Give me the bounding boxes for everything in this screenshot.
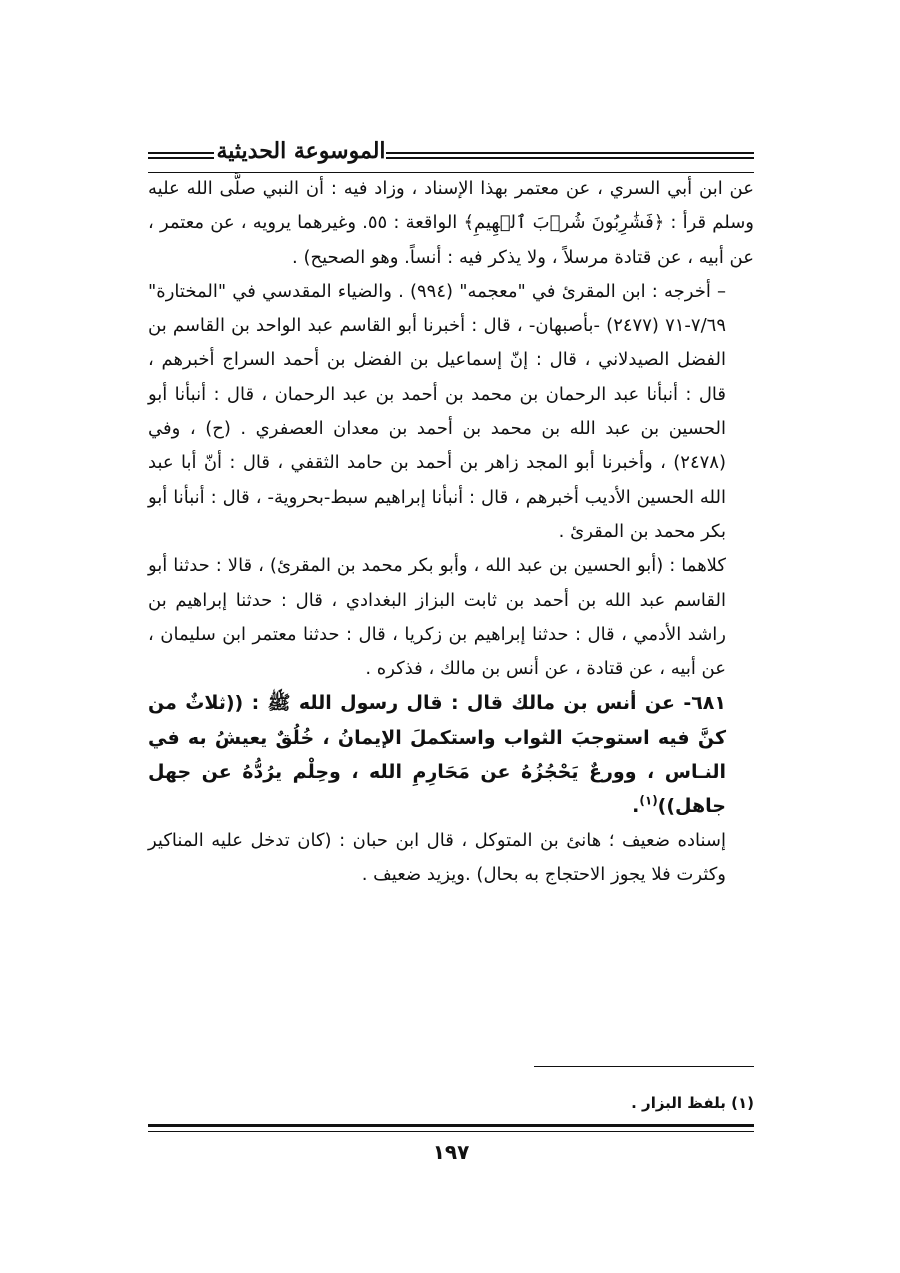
footer-rule-thick xyxy=(148,1124,754,1127)
footer-rule-thin xyxy=(148,1131,754,1132)
paragraph-grading: إسناده ضعيف ؛ هانئ بن المتوكل ، قال ابن حبان : (كان تدخل عليه المناكير وكثرت فلا يجوز الاحتجاج به بحال) .ويزيد ضعيف . xyxy=(148,829,726,885)
header-title: الموسوعة الحديثية xyxy=(216,138,386,164)
main-text xyxy=(148,172,754,892)
paragraph-takhrij: – أخرجه : ابن المقرئ في "معجمه" (٩٩٤) . والضياء المقدسي في "المختارة" ٧/٦٩-٧١ (٢٤٧٧) -بأصبهان- ، قال : أخبرنا أبو القاسم عبد الواحد بن القاسم بن الفضل الصيدلاني ، قال : إنّ إسماعيل بن الفضل بن أحمد السراج أخبرهم ، قال : أنبأنا عبد الرحمان بن محمد بن أحمد بن عبد الرحمان ، قال : أنبأنا أبو الحسين بن عبد الله بن محمد بن أحمد بن معدان العصفري . (ح) ، وفي (٢٤٧٨) ، وأخبرنا أبو المجد زاهر بن أحمد بن حامد الثقفي ، قال : أنّ أبا عبد الله الحسين الأديب أخبرهم ، قال : أنبأنا إبراهيم سبط-بحروية- ، قال : أنبأنا أبو بكر محمد بن المقرئ . xyxy=(148,280,727,542)
running-header xyxy=(148,136,754,176)
paragraph-continuation: عن ابن أبي السري ، عن معتمر بهذا الإسناد ، وزاد فيه : أن النبي صلَّى الله عليه وسلم قرأ : ﴿فَشَٰرِبُونَ شُرۡبَ ٱلۡهِيمِ﴾ الواقعة : ٥٥. وغيرهما يرويه ، عن معتمر ، عن أبيه ، عن قتادة مرسلاً ، ولا يذكر فيه : أنساً. وهو الصحيح) . xyxy=(148,178,754,268)
footnote: (١) بلفظ البزار . xyxy=(631,1094,754,1112)
hadith-end: . xyxy=(632,795,640,818)
footnote-separator xyxy=(534,1066,754,1067)
header-rule-left xyxy=(148,152,214,159)
paragraph-hadith-681 xyxy=(148,686,754,823)
footnote-marker[interactable]: (١) xyxy=(639,794,658,809)
page-number: ١٩٧ xyxy=(432,1140,470,1164)
hadith-text: ٦٨١- عن أنس بن مالك قال : قال رسول الله ﷺ : ((ثلاثٌ من كنَّ فيه استوجبَ الثواب واستكملَ الإيمانُ ، خُلُقٌ يعيشُ به في النـاس ، وورعٌ يَحْجُزُهُ عن مَحَارِمِ الله ، وحِلْم يرُدُّهُ عن جهل جاهل)) xyxy=(148,692,726,818)
paragraph-isnad: كلاهما : (أبو الحسين بن عبد الله ، وأبو بكر محمد بن المقرئ) ، قالا : حدثنا أبو القاسم عبد الله بن أحمد بن ثابت البزاز البغدادي ، قال : حدثنا إبراهيم بن راشد الأدمي ، قال : حدثنا إبراهيم بن زكريا ، قال : حدثنا معتمر ابن سليمان ، عن أبيه ، عن قتادة ، عن أنس بن مالك ، فذكره . xyxy=(148,555,726,680)
header-rule-right xyxy=(386,152,754,159)
